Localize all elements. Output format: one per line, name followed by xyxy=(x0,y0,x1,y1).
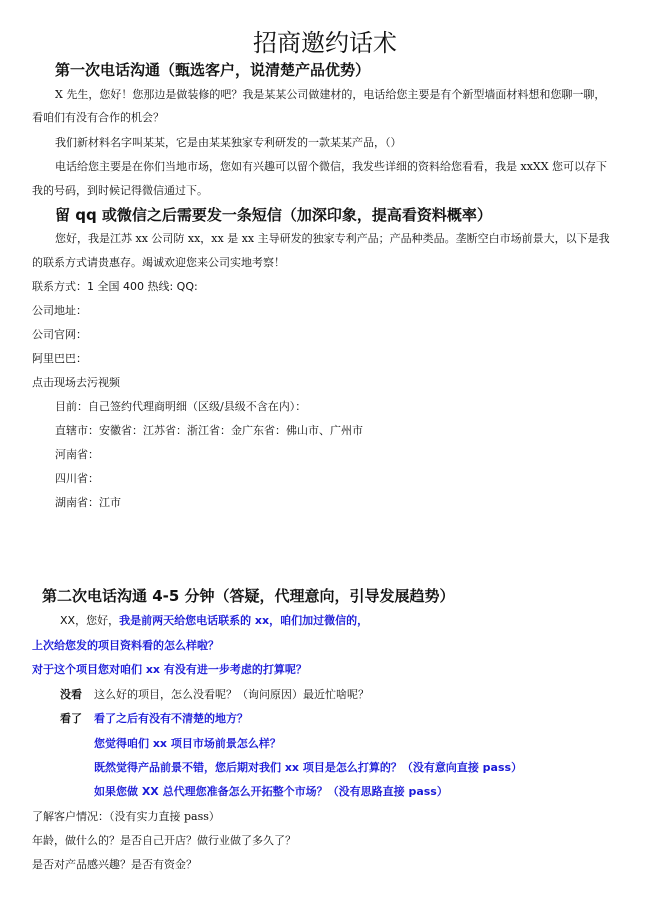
branch-yes-question: 如果您做 XX 总代理您准备怎么开拓整个市场？（没有思路直接 pass） xyxy=(94,785,448,798)
branch-no-line xyxy=(60,688,369,702)
branch-yes-question: 既然觉得产品前景不错，您后期对我们 xx 项目是怎么打算的？（没有意向直接 pass） xyxy=(94,761,523,774)
paragraph-line: 的联系方式请贵惠存。竭诚欢迎您来公司实地考察！ xyxy=(32,256,285,269)
greeting-line xyxy=(60,614,368,628)
client-info-line: 年龄，做什么的？是否自己开店？做行业做了多久了？ xyxy=(32,834,296,847)
agents-region-line: 直辖市：安徽省：江苏省：浙江省：金广东省：佛山市、广州市 xyxy=(55,424,363,437)
client-info-line: 了解客户情况：（没有实力直接 pass） xyxy=(32,810,220,823)
greeting-prefix: XX，您好， xyxy=(60,614,120,627)
question-line: 上次给您发的项目资料看的怎么样啦？ xyxy=(32,639,219,652)
page-title: 招商邀约话术 xyxy=(253,29,397,57)
branch-yes-question: 您觉得咱们 xx 项目市场前景怎么样？ xyxy=(94,737,281,750)
branch-no-text: 这么好的项目，怎么没看呢？（询问原因）最近忙啥呢？ xyxy=(94,688,369,701)
agents-region-line: 四川省： xyxy=(55,472,99,485)
contact-line: 联系方式：1 全国 400 热线: QQ: xyxy=(32,280,198,293)
branch-yes-line xyxy=(60,712,248,726)
agents-title: 目前：自己签约代理商明细（区级/县级不含在内）： xyxy=(55,400,307,413)
alibaba-line: 阿里巴巴： xyxy=(32,352,87,365)
section-heading-second-call: 第二次电话沟通 4-5 分钟（答疑，代理意向，引导发展趋势） xyxy=(42,587,455,605)
paragraph-line: 看咱们有没有合作的机会？ xyxy=(32,111,164,124)
company-address-line: 公司地址： xyxy=(32,304,87,317)
agents-region-line: 河南省： xyxy=(55,448,99,461)
paragraph-line: 电话给您主要是在你们当地市场，您如有兴趣可以留个微信，我发些详细的资料给您看看，我是 xxXX 您可以存下 xyxy=(55,160,608,173)
branch-label-no: 没看 xyxy=(60,688,82,701)
paragraph-line: 您好，我是江苏 xx 公司防 xx，xx 是 xx 主导研发的独家专利产品；产品种类品。垄断空白市场前景大，以下是我 xyxy=(55,232,610,245)
branch-yes-question: 看了之后有没有不清楚的地方？ xyxy=(94,712,248,725)
video-line: 点击现场去污视频 xyxy=(32,376,120,389)
agents-region-line: 湖南省：江市 xyxy=(55,496,121,509)
paragraph-line: X 先生，您好！您那边是做装修的吧？我是某某公司做建材的，电话给您主要是有个新型墙面材料想和您聊一聊， xyxy=(55,88,606,101)
question-line: 对于这个项目您对咱们 xx 有没有进一步考虑的打算呢？ xyxy=(32,663,307,676)
paragraph-line: 我的号码，到时候记得微信通过下。 xyxy=(32,184,208,197)
client-info-line: 是否对产品感兴趣？是否有资金？ xyxy=(32,858,197,871)
paragraph-line: 我们新材料名字叫某某，它是由某某独家专利研发的一款某某产品，（） xyxy=(55,136,402,149)
section-heading-sms: 留 qq 或微信之后需要发一条短信（加深印象，提高看资料概率） xyxy=(55,206,492,224)
company-website-line: 公司官网： xyxy=(32,328,87,341)
greeting-text: 我是前两天给您电话联系的 xx，咱们加过微信的， xyxy=(119,614,369,627)
section-heading-first-call: 第一次电话沟通（甄选客户，说清楚产品优势） xyxy=(55,61,371,79)
branch-label-yes: 看了 xyxy=(60,712,82,725)
